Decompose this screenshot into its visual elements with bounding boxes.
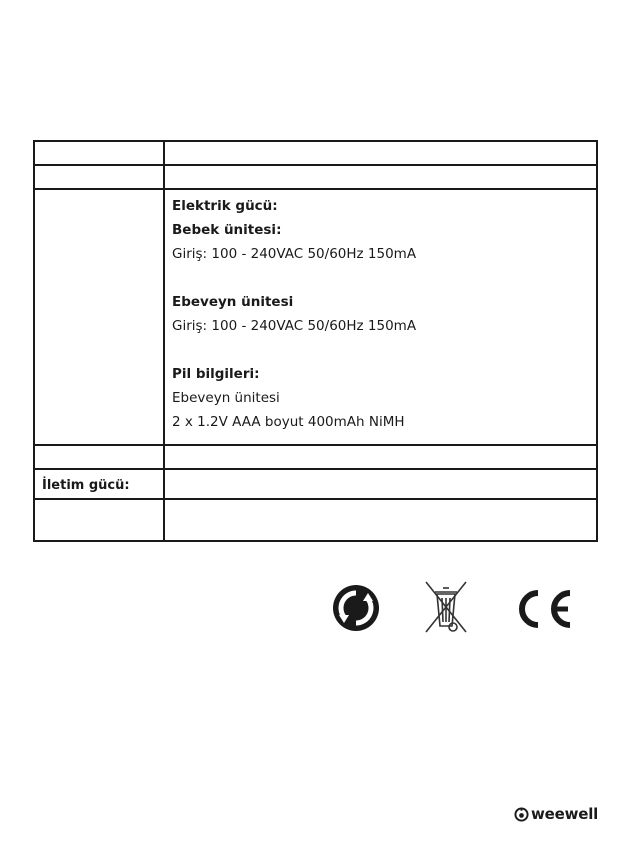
battery-spec: 2 x 1.2V AAA boyut 400mAh NiMH xyxy=(172,414,405,430)
spec-row-transmission xyxy=(34,469,597,499)
spec-label xyxy=(34,445,164,469)
compliance-logos xyxy=(320,578,592,650)
spec-value xyxy=(164,165,597,189)
spec-row-power xyxy=(34,189,597,445)
spec-table xyxy=(33,140,598,542)
brand-mark-icon xyxy=(514,807,529,822)
parent-unit-input: Giriş: 100 - 240VAC 50/60Hz 150mA xyxy=(172,318,417,334)
spec-row xyxy=(34,165,597,189)
brand-logo xyxy=(514,802,598,826)
spec-label xyxy=(34,165,164,189)
parent-unit-heading: Ebeveyn ünitesi xyxy=(172,294,294,310)
spec-label xyxy=(34,189,164,445)
spec-label xyxy=(34,499,164,541)
baby-unit-input: Giriş: 100 - 240VAC 50/60Hz 150mA xyxy=(172,246,417,262)
spec-row xyxy=(34,445,597,469)
spec-row xyxy=(34,499,597,541)
baby-unit-heading: Bebek ünitesi: xyxy=(172,222,282,238)
spec-label xyxy=(34,141,164,165)
spec-value xyxy=(164,141,597,165)
spec-value xyxy=(164,445,597,469)
green-dot-recycle-icon xyxy=(332,584,380,632)
ce-mark-icon xyxy=(512,588,574,630)
spec-row xyxy=(34,141,597,165)
battery-unit: Ebeveyn ünitesi xyxy=(172,390,280,406)
battery-heading: Pil bilgileri: xyxy=(172,366,260,382)
brand-name: weewell xyxy=(531,805,599,823)
spec-value xyxy=(164,499,597,541)
power-title: Elektrik gücü: xyxy=(172,198,278,214)
transmission-label: İletim gücü: xyxy=(34,469,164,499)
weee-crossed-bin-icon xyxy=(420,580,472,636)
power-spec-cell xyxy=(164,189,597,445)
transmission-value xyxy=(164,469,597,499)
